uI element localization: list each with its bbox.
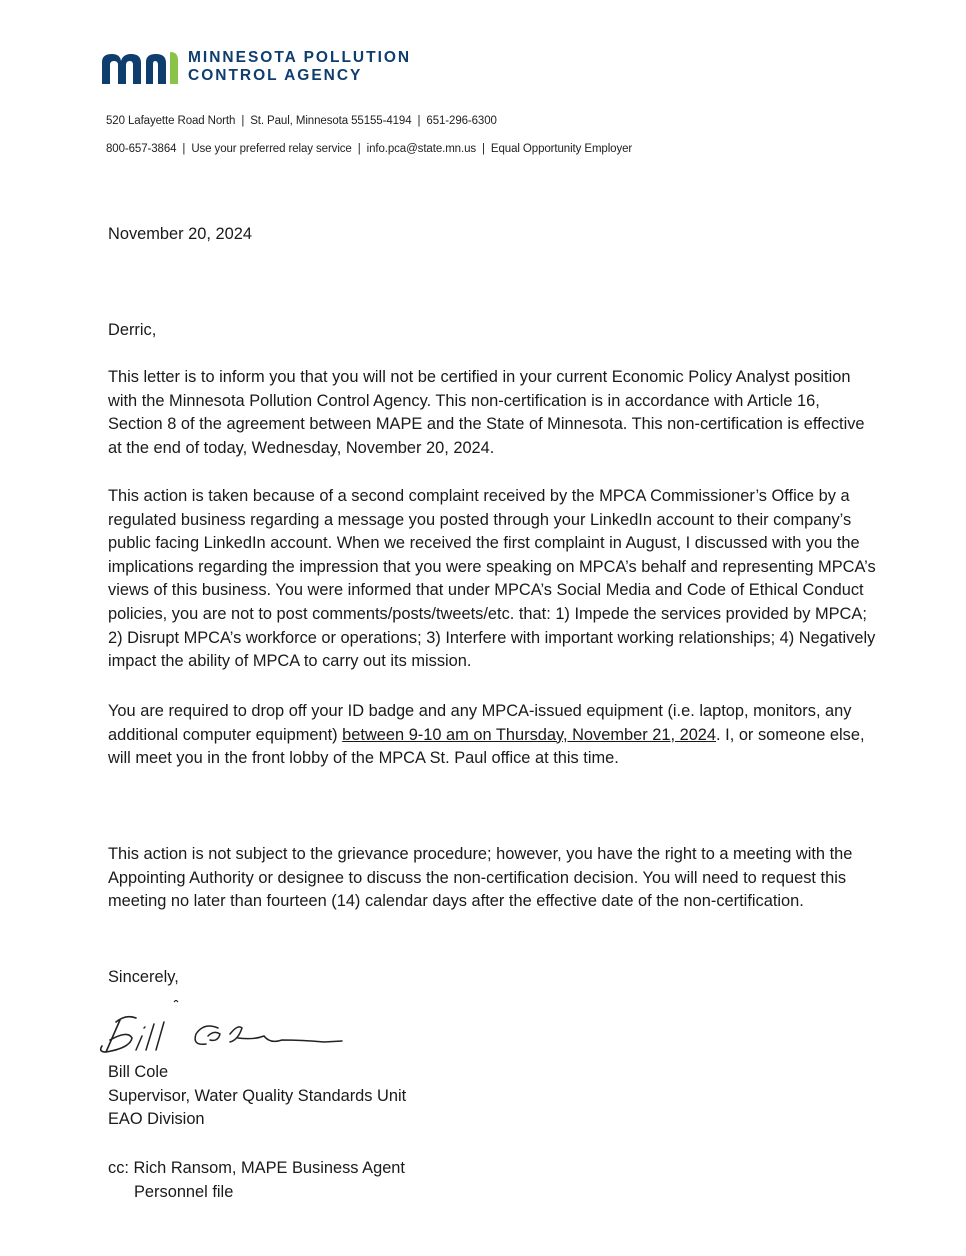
relay-service: Use your preferred relay service — [191, 143, 352, 155]
handwritten-signature — [92, 1000, 352, 1060]
letter-date: November 20, 2024 — [108, 225, 252, 243]
street-address: 520 Lafayette Road North — [106, 115, 236, 127]
greeting: Derric, — [108, 321, 157, 339]
cc-personnel-file: Personnel file — [134, 1182, 234, 1201]
phone-number: 651-296-6300 — [426, 115, 497, 127]
signer-title: Supervisor, Water Quality Standards Unit — [108, 1086, 407, 1105]
eeo-statement: Equal Opportunity Employer — [490, 143, 633, 155]
city-state-zip: St. Paul, Minnesota 55155-4194 — [250, 115, 412, 127]
signer-name: Bill Cole — [108, 1063, 169, 1081]
paragraph-3-tail: . I, or someone else, will meet you in the front lobby of the MPCA St. Paul office at this time. — [108, 725, 865, 768]
signature-block — [108, 1061, 878, 1132]
address-line-1: 520 Lafayette Road North | St. Paul, Minnesota 55155-4194 | 651-296-6300 — [106, 115, 497, 127]
email-address: info.pca@state.mn.us — [366, 143, 477, 155]
agency-name-line1: MINNESOTA POLLUTION — [188, 49, 412, 66]
closing: Sincerely, — [108, 968, 179, 986]
paragraph-3-text: You are required to drop off your ID badge and any MPCA-issued equipment (i.e. laptop, monitors, any additional computer equipment) — [108, 702, 852, 744]
cc-recipient: cc: Rich Ransom, MAPE Business Agent — [108, 1159, 405, 1177]
agency-name — [188, 49, 411, 85]
agency-name-line2: CONTROL AGENCY — [188, 67, 363, 84]
mpca-logo-icon — [100, 48, 182, 86]
toll-free-number: 800-657-3864 — [106, 143, 177, 155]
paragraph-2: This action is taken because of a second complaint received by the MPCA Commissioner’s Office by a regulated business regarding a message you posted through your LinkedIn account to their company’s public facing LinkedIn account. When we received the first complaint in August, I discussed with you the implications regarding the impression that you were speaking on MPCA’s behalf and representing MPCA’s views of this business. You were informed that under MPCA’s Social Media and Code of Ethical Conduct policies, you are not to post comments/posts/tweets/etc. that: 1) Impede the services provided by MPCA; 2) Disrupt MPCA’s workforce or operations; 3) Interfere with important working relationships; 4) Negatively impact the ability of MPCA to carry out its mission. — [108, 487, 876, 671]
signer-division: EAO Division — [108, 1110, 205, 1129]
return-date-underlined: between 9-10 am on Thursday, November 21, 2024 — [342, 725, 717, 744]
paragraph-1: This letter is to inform you that you will not be certified in your current Economic Policy Analyst position with the Minnesota Pollution Control Agency. This non-certification is in accordance with Article 16, Section 8 of the agreement between MAPE and the State of Minnesota. This non-certification is effective at the end of today, Wednesday, November 20, 2024. — [108, 368, 865, 457]
cc-block — [108, 1157, 878, 1204]
address-line-2: 800-657-3864 | Use your preferred relay service | info.pca@state.mn.us | Equal Opportunity Employer — [106, 143, 633, 155]
paragraph-4: This action is not subject to the grievance procedure; however, you have the right to a meeting with the Appointing Authority or designee to discuss the non-certification decision. You will need to request this meeting no later than fourteen (14) calendar days after the effective date of the non-certification. — [108, 845, 853, 911]
paragraph-3 — [108, 700, 878, 771]
letterhead — [100, 48, 411, 86]
